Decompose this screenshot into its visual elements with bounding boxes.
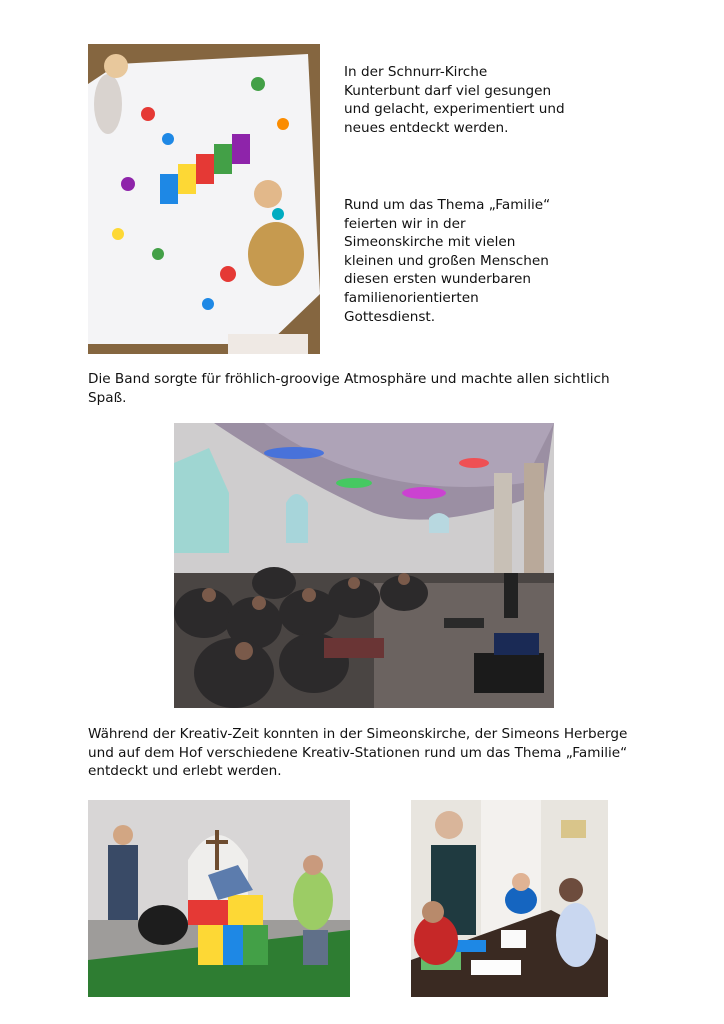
craft-table-photo [411,800,608,997]
intro-paragraph: In der Schnurr-Kirche Kunterbunt darf viel gesungen und gelacht, experimentiert und neues entdeckt werden. [344,64,565,136]
church-service-photo [174,423,554,708]
creative-paragraph: Während der Kreativ-Zeit konnten in der Simeonskirche, der Simeons Herberge und auf dem Hof verschiedene Kreativ-Stationen rund um das Thema „Familie“ entdeckt und erlebt werden. [88,726,628,780]
blocks-photo [88,800,350,997]
theme-paragraph: Rund um das Thema „Familie“ feierten wir in der Simeonskirche mit vielen kleinen und großen Menschen diesen ersten wunderbaren familienorientierten Gottesdienst. [344,197,551,325]
banner-photo [88,44,320,354]
band-paragraph: Die Band sorgte für fröhlich-groovige Atmosphäre und machte allen sichtlich Spaß. [88,371,610,406]
